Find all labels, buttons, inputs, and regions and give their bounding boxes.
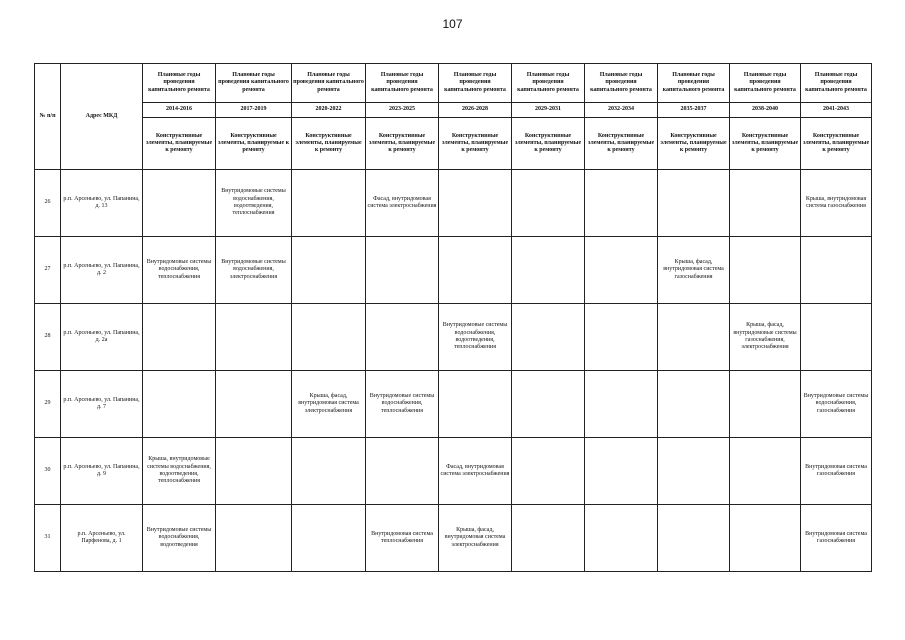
repair-cell: Внутридомовые системы водоснабжения, водоотведения, теплоснабжения: [439, 304, 512, 371]
row-number: 26: [35, 170, 61, 237]
repair-cell: Внутридомовая система теплоснабжения: [366, 505, 439, 572]
repair-cell: [292, 505, 366, 572]
header-years: 2041-2043: [801, 103, 872, 118]
header-elements: Конструктивные элементы, планируемые к ремонту: [730, 118, 801, 170]
header-years: 2035-2037: [658, 103, 730, 118]
repair-cell: [512, 371, 585, 438]
header-elements: Конструктивные элементы, планируемые к ремонту: [292, 118, 366, 170]
header-years: 2014-2016: [143, 103, 216, 118]
repair-cell: [216, 505, 292, 572]
table-row: [35, 505, 872, 572]
header-elements: Конструктивные элементы, планируемые к ремонту: [658, 118, 730, 170]
repair-cell: Внутридомовые системы водоснабжения, газоснабжения: [801, 371, 872, 438]
header-elements: Конструктивные элементы, планируемые к ремонту: [585, 118, 658, 170]
header-years: 2023-2025: [366, 103, 439, 118]
repair-cell: [512, 237, 585, 304]
header-planned: Плановые годы проведения капитального ремонта: [730, 64, 801, 103]
repair-cell: Крыша, внутридомовая система газоснабжения: [801, 170, 872, 237]
header-planned: Плановые годы проведения капитального ремонта: [143, 64, 216, 103]
repair-cell: Внутридомовые системы водоснабжения, теплоснабжения: [366, 371, 439, 438]
header-planned: Плановые годы проведения капитального ремонта: [512, 64, 585, 103]
header-planned: Плановые годы проведения капитального ремонта: [658, 64, 730, 103]
table-row: [35, 170, 872, 237]
row-address: р.п. Арсеньево, ул. Папанина, д. 7: [61, 371, 143, 438]
repair-cell: [585, 304, 658, 371]
repair-cell: [585, 438, 658, 505]
row-number: 28: [35, 304, 61, 371]
repair-cell: [658, 438, 730, 505]
header-num: № п/п: [35, 64, 61, 170]
page-number: 107: [442, 17, 463, 31]
repair-cell: [730, 438, 801, 505]
repair-cell: [801, 237, 872, 304]
repair-cell: [512, 438, 585, 505]
repair-cell: [658, 170, 730, 237]
table-row: [35, 438, 872, 505]
repair-cell: [216, 304, 292, 371]
header-planned: Плановые годы проведения капитального ремонта: [801, 64, 872, 103]
header-years: 2020-2022: [292, 103, 366, 118]
row-number: 31: [35, 505, 61, 572]
header-elements: Конструктивные элементы, планируемые к ремонту: [439, 118, 512, 170]
repair-cell: [585, 170, 658, 237]
header-elements: Конструктивные элементы, планируемые к ремонту: [801, 118, 872, 170]
row-number: 27: [35, 237, 61, 304]
repair-cell: [585, 371, 658, 438]
repair-cell: [730, 170, 801, 237]
repair-cell: [143, 371, 216, 438]
repair-cell: [216, 438, 292, 505]
repair-cell: Крыша, фасад, внутридомовая система электроснабжения: [439, 505, 512, 572]
header-elements: Конструктивные элементы, планируемые к ремонту: [216, 118, 292, 170]
header-years: 2038-2040: [730, 103, 801, 118]
header-elements: Конструктивные элементы, планируемые к ремонту: [366, 118, 439, 170]
repair-cell: Крыша, фасад, внутридомовые системы газоснабжения, электроснабжения: [730, 304, 801, 371]
header-years: 2032-2034: [585, 103, 658, 118]
header-planned: Плановые годы проведения капитального ремонта: [439, 64, 512, 103]
header-elements: Конструктивные элементы, планируемые к ремонту: [143, 118, 216, 170]
header-address: Адрес МКД: [61, 64, 143, 170]
capital-repair-table: [34, 63, 872, 572]
header-row-planned: [35, 64, 872, 103]
header-planned: Плановые годы проведения капитального ремонта: [585, 64, 658, 103]
repair-cell: Внутридомовые системы водоснабжения, водоотведения: [143, 505, 216, 572]
repair-cell: Внутридомовые системы водоснабжения, теплоснабжения: [143, 237, 216, 304]
repair-cell: [801, 304, 872, 371]
table-row: [35, 304, 872, 371]
row-address: р.п. Арсеньево, ул. Папанина, д. 9: [61, 438, 143, 505]
repair-cell: [439, 371, 512, 438]
repair-cell: Фасад, внутридомовая система электроснабжения: [366, 170, 439, 237]
repair-cell: [292, 237, 366, 304]
repair-cell: [585, 505, 658, 572]
repair-cell: Фасад, внутридомовая система электроснабжения: [439, 438, 512, 505]
header-planned: Плановые годы проведения капитального ремонта: [292, 64, 366, 103]
repair-cell: [730, 371, 801, 438]
repair-cell: [366, 237, 439, 304]
header-years: 2026-2028: [439, 103, 512, 118]
header-row-years: [35, 103, 872, 118]
header-elements: Конструктивные элементы, планируемые к ремонту: [512, 118, 585, 170]
repair-cell: [439, 170, 512, 237]
header-row-elements: [35, 118, 872, 170]
repair-cell: [143, 170, 216, 237]
table-row: [35, 371, 872, 438]
repair-cell: [658, 505, 730, 572]
repair-cell: [366, 438, 439, 505]
repair-cell: [512, 505, 585, 572]
repair-cell: [143, 304, 216, 371]
row-address: р.п. Арсеньево, ул. Папанина, д. 2а: [61, 304, 143, 371]
repair-cell: [292, 170, 366, 237]
repair-cell: [658, 304, 730, 371]
table-row: [35, 237, 872, 304]
repair-cell: [730, 237, 801, 304]
repair-cell: [366, 304, 439, 371]
row-address: р.п. Арсеньево, ул. Папанина, д. 13: [61, 170, 143, 237]
repair-cell: [585, 237, 658, 304]
repair-cell: Крыша, внутридомовые системы водоснабжения, водоотведения, теплоснабжения: [143, 438, 216, 505]
repair-cell: Внутридомовая система газоснабжения: [801, 505, 872, 572]
header-planned: Плановые годы проведения капитального ремонта: [366, 64, 439, 103]
row-address: р.п. Арсеньево, ул. Парфенова, д. 1: [61, 505, 143, 572]
repair-cell: [216, 371, 292, 438]
repair-cell: [439, 237, 512, 304]
repair-cell: [658, 371, 730, 438]
repair-cell: Крыша, фасад, внутридомовая система электроснабжения: [292, 371, 366, 438]
header-years: 2017-2019: [216, 103, 292, 118]
repair-cell: [512, 170, 585, 237]
repair-cell: Внутридомовая система газоснабжения: [801, 438, 872, 505]
repair-cell: Крыша, фасад, внутридомовая система газоснабжения: [658, 237, 730, 304]
row-number: 30: [35, 438, 61, 505]
repair-cell: [730, 505, 801, 572]
repair-cell: Внутридомовые системы водоснабжения, электроснабжения: [216, 237, 292, 304]
row-number: 29: [35, 371, 61, 438]
repair-cell: [292, 438, 366, 505]
repair-cell: [292, 304, 366, 371]
repair-cell: Внутридомовые системы водоснабжения, водоотведения, теплоснабжения: [216, 170, 292, 237]
header-years: 2029-2031: [512, 103, 585, 118]
repair-cell: [512, 304, 585, 371]
row-address: р.п. Арсеньево, ул. Папанина, д. 2: [61, 237, 143, 304]
header-planned: Плановые годы проведения капитального ремонта: [216, 64, 292, 103]
